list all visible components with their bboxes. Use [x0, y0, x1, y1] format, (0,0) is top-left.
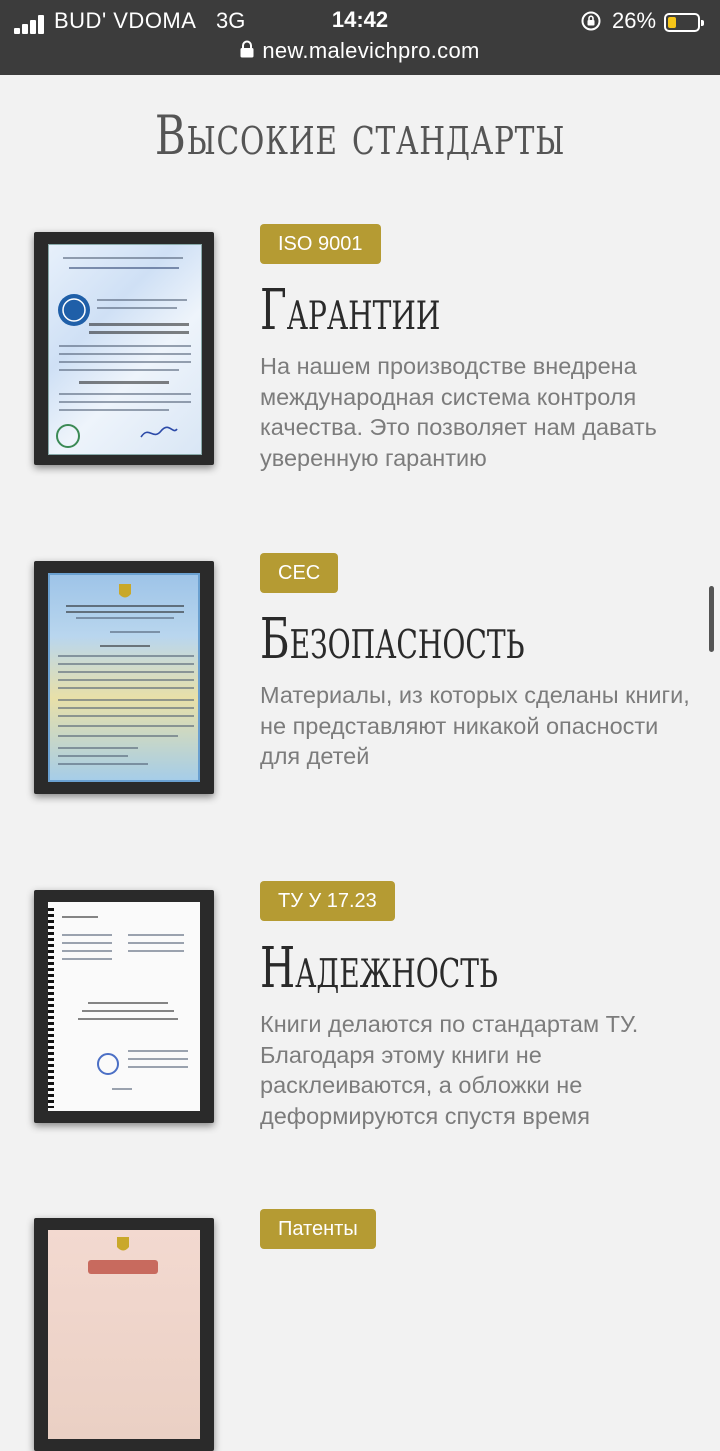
- coat-of-arms-icon: [118, 583, 132, 601]
- badge-iso: ISO 9001: [260, 224, 381, 264]
- tu-document-image[interactable]: [34, 890, 214, 1123]
- feature-description-safety: Материалы, из которых сделаны книги, не представляют никакой опасности для детей: [260, 682, 690, 769]
- stamp-icon: [96, 1052, 120, 1076]
- feature-description-reliability: Книги делаются по стандартам ТУ. Благодаря этому книги не расклеиваются, а обложки не деформируются спустя время: [260, 1011, 639, 1129]
- battery-percent: 26%: [612, 8, 657, 33]
- address-bar[interactable]: [0, 38, 720, 68]
- badge-ces: СЕС: [260, 553, 338, 593]
- stamp-icon: [55, 423, 81, 449]
- section-heading: Высокие стандарты: [154, 104, 566, 167]
- patent-certificate-image[interactable]: [34, 1218, 214, 1451]
- url-text: new.malevichpro.com: [262, 38, 480, 63]
- status-bar: [0, 0, 720, 75]
- padlock-icon: [240, 40, 254, 58]
- feature-title-guarantee: Гарантии: [260, 278, 441, 343]
- coat-of-arms-icon: [116, 1236, 130, 1254]
- badge-patents: Патенты: [260, 1209, 376, 1249]
- carrier-name: BUD' VDOMA: [54, 8, 197, 33]
- iso-certificate-image[interactable]: [34, 232, 214, 465]
- ces-certificate-image[interactable]: [34, 561, 214, 794]
- network-type: 3G: [216, 8, 246, 33]
- feature-description-guarantee: На нашем производстве внедрена международная система контроля качества. Это позволяет нам давать уверенную гарантию: [260, 353, 657, 471]
- signature-icon: [139, 425, 179, 441]
- iso-seal-icon: [57, 293, 91, 327]
- rotation-lock-icon: [580, 10, 602, 32]
- battery-icon: [664, 13, 700, 32]
- feature-title-safety: Безопасность: [260, 607, 525, 672]
- scrollbar[interactable]: [709, 586, 714, 652]
- badge-tu: ТУ У 17.23: [260, 881, 395, 921]
- clock: 14:42: [331, 7, 389, 32]
- feature-title-reliability: Надежность: [260, 936, 498, 1001]
